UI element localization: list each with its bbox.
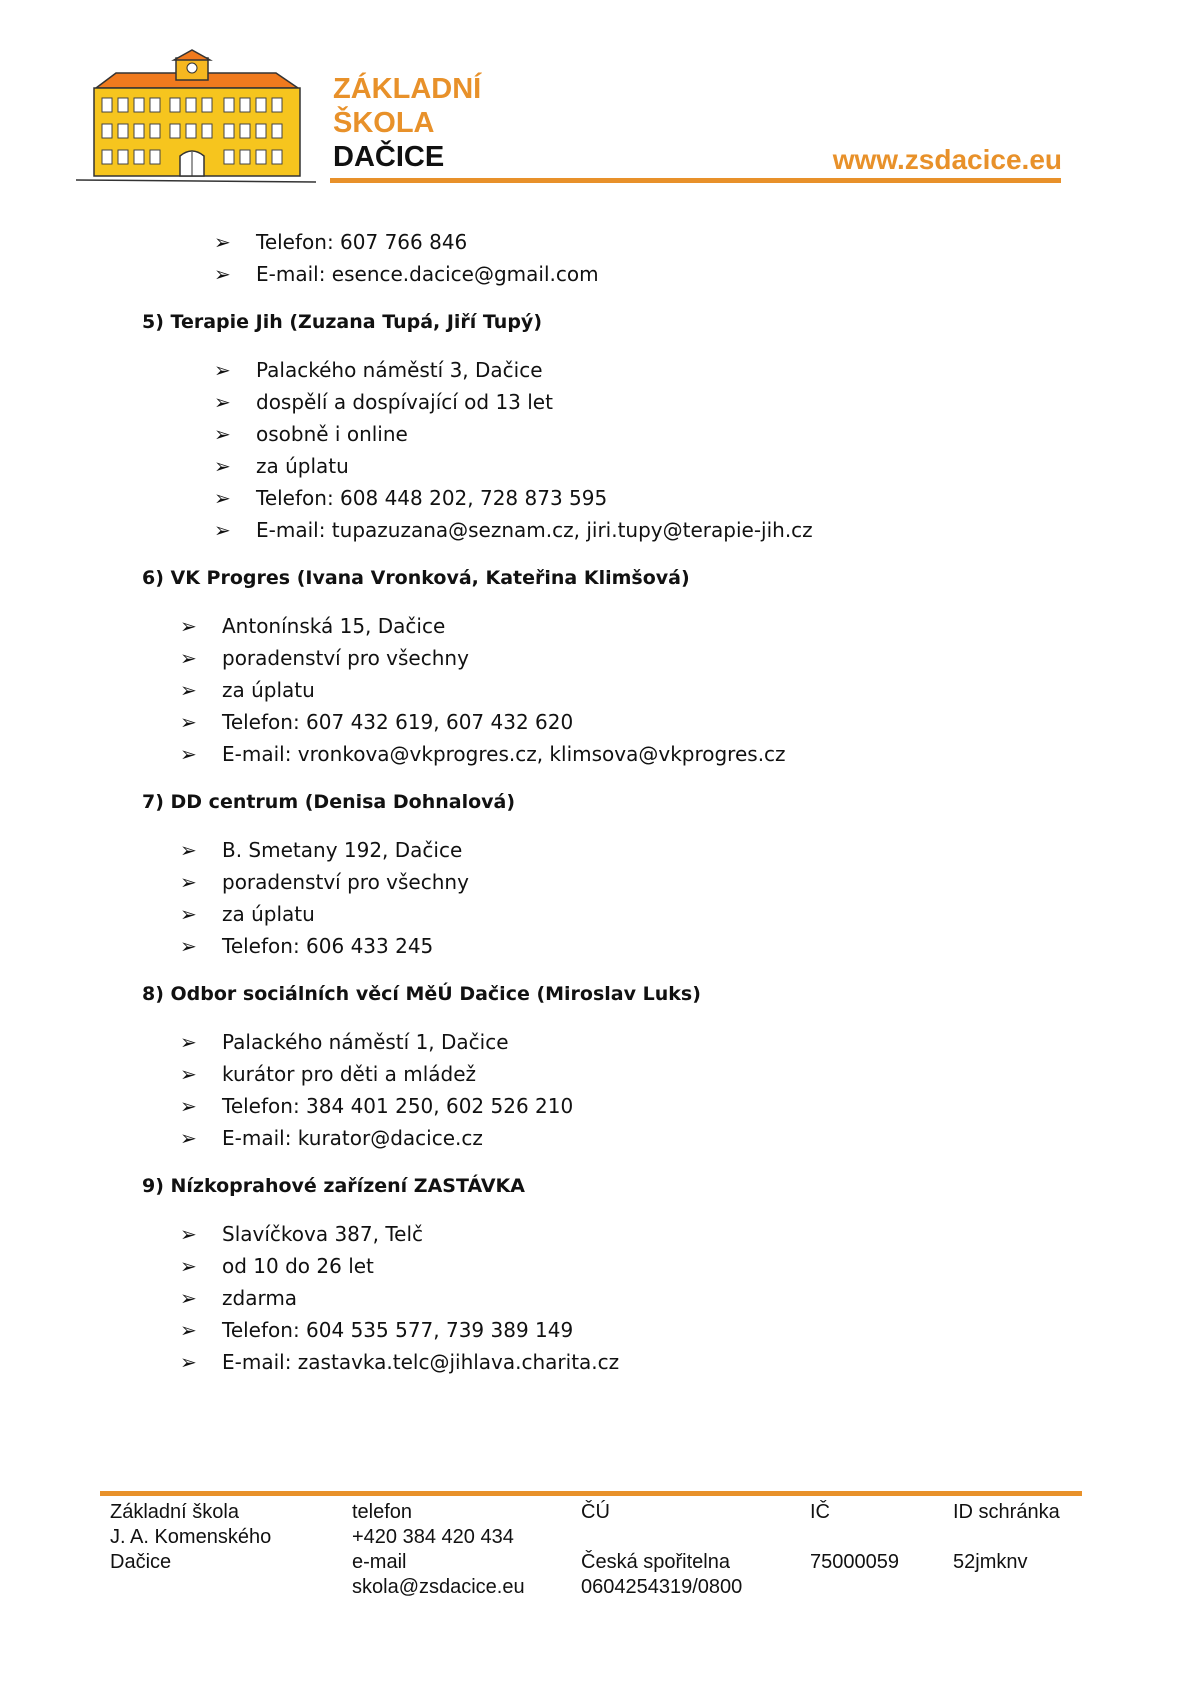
list-item [180,1062,476,1086]
list-item [214,486,607,510]
list-item [214,390,553,414]
list-item [180,1254,374,1278]
list-item-text: Telefon: 607 432 619, 607 432 620 [222,710,574,734]
footer-contact [352,1500,525,1600]
school-name-line3: DAČICE [333,141,445,173]
arrow-bullet-icon: ➢ [180,710,197,734]
footer-text: IČ [810,1501,830,1523]
list-item-text: za úplatu [222,902,315,926]
list-item [180,646,469,670]
list-item-text: E-mail: esence.dacice@gmail.com [256,262,599,286]
arrow-bullet-icon: ➢ [180,614,197,638]
list-item-text: kurátor pro děti a mládež [222,1062,477,1086]
list-item-text: poradenství pro všechny [222,870,469,894]
list-item-text: za úplatu [222,678,315,702]
section-heading-8: 8) Odbor sociálních věcí MěÚ Dačice (Miroslav Luks) [142,983,701,1005]
list-item-text: B. Smetany 192, Dačice [222,838,463,862]
list-item-text: Telefon: 604 535 577, 739 389 149 [222,1318,574,1342]
list-item-text: poradenství pro všechny [222,646,469,670]
arrow-bullet-icon: ➢ [180,1222,197,1246]
list-item-text: od 10 do 26 let [222,1254,374,1278]
list-item [180,934,433,958]
list-item-text: dospělí a dospívající od 13 let [256,390,553,414]
footer-email[interactable]: skola@zsdacice.eu [352,1576,525,1598]
list-item-text: za úplatu [256,454,349,478]
school-name [333,72,481,174]
arrow-bullet-icon: ➢ [214,518,231,542]
arrow-bullet-icon: ➢ [180,1030,197,1054]
arrow-bullet-icon: ➢ [180,870,197,894]
arrow-bullet-icon: ➢ [214,422,231,446]
footer-text: ČÚ [581,1501,610,1523]
list-item [180,838,462,862]
list-item [180,614,445,638]
footer-text [953,1525,1060,1550]
school-building-logo [76,48,316,188]
list-item-text: Antonínská 15, Dačice [222,614,446,638]
header-divider [330,178,1061,183]
arrow-bullet-icon: ➢ [180,1094,197,1118]
list-item-text: zdarma [222,1286,298,1310]
list-item-text: Telefon: 607 766 846 [256,230,468,254]
footer-ic [810,1500,899,1575]
list-item-text: Telefon: 608 448 202, 728 873 595 [256,486,608,510]
footer-text: ID schránka [953,1501,1060,1523]
list-item [180,710,573,734]
school-name-line2: ŠKOLA [333,107,435,139]
footer-text: 52jmknv [953,1551,1028,1573]
list-item [180,742,786,766]
list-item-text: Telefon: 606 433 245 [222,934,434,958]
list-item [180,1222,423,1246]
arrow-bullet-icon: ➢ [214,230,231,254]
footer-text: e-mail [352,1551,407,1573]
footer-divider [100,1491,1082,1496]
arrow-bullet-icon: ➢ [180,1318,197,1342]
list-item-text: Palackého náměstí 1, Dačice [222,1030,509,1054]
footer-text: 75000059 [810,1551,899,1573]
list-item-text: Palackého náměstí 3, Dačice [256,358,543,382]
list-item [180,678,315,702]
section-heading-6: 6) VK Progres (Ivana Vronková, Kateřina Klimšová) [142,567,690,589]
list-item [180,870,469,894]
list-item [180,902,315,926]
footer-text: telefon [352,1501,413,1523]
arrow-bullet-icon: ➢ [180,838,197,862]
list-item [180,1286,297,1310]
arrow-bullet-icon: ➢ [214,262,231,286]
arrow-bullet-icon: ➢ [214,454,231,478]
list-item [180,1126,483,1150]
section-heading-5: 5) Terapie Jih (Zuzana Tupá, Jiří Tupý) [142,311,543,333]
school-name-line1: ZÁKLADNÍ [333,73,482,105]
footer-text: Dačice [110,1551,172,1573]
arrow-bullet-icon: ➢ [180,1254,197,1278]
footer-text: 0604254319/0800 [581,1576,743,1598]
list-item [180,1318,573,1342]
website-link[interactable]: www.zsdacice.eu [832,144,1062,175]
arrow-bullet-icon: ➢ [180,742,197,766]
arrow-bullet-icon: ➢ [180,902,197,926]
list-item [180,1094,573,1118]
arrow-bullet-icon: ➢ [180,934,197,958]
footer-text: Česká spořitelna [581,1551,730,1573]
arrow-bullet-icon: ➢ [180,1126,197,1150]
list-item-text: Telefon: 384 401 250, 602 526 210 [222,1094,574,1118]
footer-text: Základní škola [110,1501,239,1523]
list-item [214,454,349,478]
footer-text [810,1525,899,1550]
list-item-text: E-mail: vronkova@vkprogres.cz, klimsova@vkprogres.cz [222,742,786,766]
footer-phone: +420 384 420 434 [352,1526,514,1548]
list-item-text: E-mail: tupazuzana@seznam.cz, jiri.tupy@terapie-jih.cz [256,518,813,542]
arrow-bullet-icon: ➢ [180,1350,197,1374]
arrow-bullet-icon: ➢ [214,486,231,510]
list-item [214,358,543,382]
list-item [214,262,599,286]
footer-id-box [953,1500,1060,1575]
list-item-text: E-mail: zastavka.telc@jihlava.charita.cz [222,1350,620,1374]
arrow-bullet-icon: ➢ [180,678,197,702]
list-item [214,518,813,542]
arrow-bullet-icon: ➢ [214,358,231,382]
list-item [214,422,408,446]
list-item-text: osobně i online [256,422,408,446]
list-item [214,230,467,254]
footer-text: J. A. Komenského [110,1526,272,1548]
arrow-bullet-icon: ➢ [180,646,197,670]
footer-school [110,1500,271,1575]
arrow-bullet-icon: ➢ [214,390,231,414]
arrow-bullet-icon: ➢ [180,1286,197,1310]
footer-bank [581,1500,742,1600]
list-item-text: Slavíčkova 387, Telč [222,1222,424,1246]
list-item [180,1350,619,1374]
section-heading-9: 9) Nízkoprahové zařízení ZASTÁVKA [142,1175,525,1197]
list-item-text: E-mail: kurator@dacice.cz [222,1126,483,1150]
section-heading-7: 7) DD centrum (Denisa Dohnalová) [142,791,516,813]
footer-text [581,1525,742,1550]
list-item [180,1030,509,1054]
arrow-bullet-icon: ➢ [180,1062,197,1086]
